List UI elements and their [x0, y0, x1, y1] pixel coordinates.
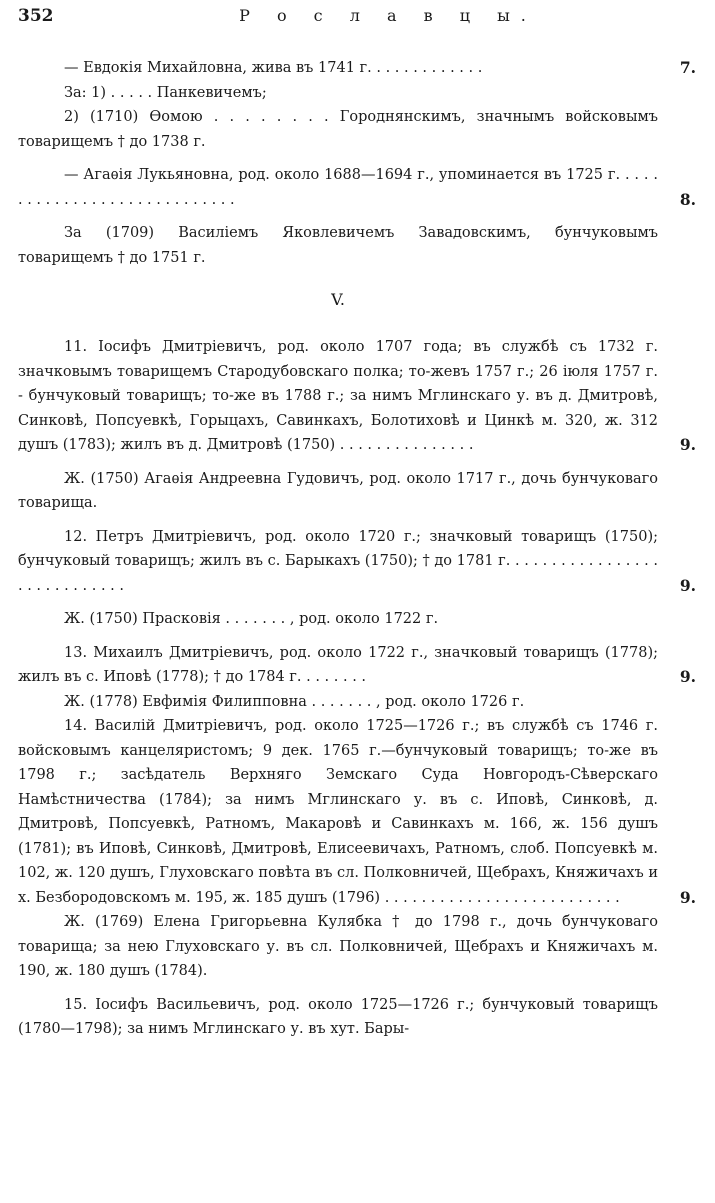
- entry-text: За (1709) Василіемъ Яковлевичемъ Завадовскимъ, бунчуковымъ товарищемъ † до 1751 г.: [18, 225, 658, 266]
- generation-number: 7.: [679, 58, 696, 77]
- entry-text: 13. Михаилъ Дмитріевичъ, род. около 1722 г., значковый товарищъ (1778); жилъ въ с. Иповѣ (1778); † до 1784 г. . . . . . . .: [18, 644, 658, 685]
- entry-text: — Агаѳія Лукьяновна, род. около 1688—1694 г., упоминается въ 1725 г. . . . . . . . . . . . . . . . . . . . . . . . . . . . .: [18, 167, 658, 208]
- running-title: Р о с л а в ц ы.: [239, 6, 537, 25]
- entry-13: [18, 641, 696, 690]
- generation-number: 8.: [679, 189, 696, 209]
- section-heading: V.: [331, 290, 345, 309]
- entry-spouse-1: [18, 81, 658, 106]
- entry-text: Ж. (1750) Агаѳія Андреевна Гудовичъ, род. около 1717 г., дочь бунчуковаго товарища.: [18, 470, 658, 511]
- entry-text: 2) (1710) Ѳомою . . . . . . . . Городнянскимъ, значнымъ войсковымъ товарищемъ † до 1738 г.: [18, 109, 658, 150]
- page-body: [18, 56, 696, 1042]
- page-number: 352: [18, 6, 54, 26]
- entry-11-wife: [18, 467, 658, 516]
- entry-14: [18, 714, 696, 910]
- entry-12: [18, 525, 696, 599]
- entry-11: [18, 335, 696, 458]
- entry-text: — Евдокія Михайловна, жива въ 1741 г. . . . . . . . . . . . .: [64, 60, 483, 76]
- entry-text: Ж. (1769) Елена Григорьевна Кулябка † до 1798 г., дочь бунчуковаго товарища; за нею Глуховскаго у. въ сл. Полковничей, Щебрахъ и Княжичахъ м. 190, ж. 180 душъ (1784).: [18, 914, 658, 979]
- entry-text: Ж. (1778) Евфимія Филипповна . . . . . . . , род. около 1726 г.: [64, 693, 525, 710]
- entry-text: 12. Петръ Дмитріевичъ, род. около 1720 г.; значковый товарищъ (1750); бунчуковый товарищъ; жилъ въ с. Барыкахъ (1750); † до 1781 г. . . . . . . . . . . . . . . . . . . . . . . . . . . . .: [18, 528, 658, 594]
- entry-15: [18, 993, 658, 1042]
- entry-13-wife: [18, 690, 658, 715]
- entry-text: 11. Іосифъ Дмитріевичъ, род. около 1707 года; въ службѣ съ 1732 г. значковымъ товарищемъ Стародубовскаго полка; то-жевъ 1757 г.; 26 іюля 1757 г. - бунчуковый товарищъ; то-же въ 1788 г.; за нимъ Мглинскаго у. въ д. Дмитровѣ, Синковѣ, Попсуевкѣ, Горыцахъ, Савинкахъ, Болотиховѣ и Цинкѣ м. 320, ж. 312 душъ (1783); жилъ въ д. Дмитровѣ (1750) . . . . . . . . . . . . . . .: [18, 339, 658, 453]
- page-header: [18, 6, 698, 30]
- entry-evdokia: [18, 56, 696, 81]
- entry-text: 14. Василій Дмитріевичъ, род. около 1725—1726 г.; въ службѣ съ 1746 г. войсковымъ канцеляристомъ; 9 дек. 1765 г.—бунчуковый товарищъ; то-же въ 1798 г.; засѣдатель Верхняго Земскаго Суда Новгородъ-Сѣверскаго Намѣстничества (1784); за нимъ Мглинскаго у. въ с. Иповѣ, Синковѣ, д. Дмитровѣ, Попсуевкѣ, Ратномъ, Макаровѣ и Савинкахъ м. 166, ж. 156 душъ (1781); въ Иповѣ, Синковѣ, Дмитровѣ, Елисеевичахъ, Ратномъ, слоб. Попсуевкѣ м. 102, ж. 120 душъ, Глуховскаго повѣта въ сл. Полковничей, Щебрахъ, Княжичахъ и х. Безбородовскомъ м. 195, ж. 185 душъ (1796) . . . . . . . . . . . . . . . . . . . . . . . . . .: [18, 718, 658, 906]
- generation-number: 9.: [679, 435, 696, 454]
- entry-14-wife: [18, 910, 658, 984]
- entry-text: Ж. (1750) Прасковія . . . . . . . , род. около 1722 г.: [64, 611, 439, 627]
- generation-number: 9.: [679, 575, 696, 595]
- generation-number: 9.: [679, 887, 696, 907]
- generation-number: 9.: [679, 667, 696, 686]
- entry-text: 15. Іосифъ Васильевичъ, род. около 1725—1726 г.; бунчуковый товарищъ (1780—1798); за нимъ Мглинскаго у. въ хут. Бары-: [18, 996, 658, 1037]
- entry-spouse-zavadovsky: [18, 221, 658, 270]
- entry-agafia: [18, 163, 696, 212]
- entry-text: За: 1) . . . . . Панкевичемъ;: [64, 84, 267, 101]
- entry-spouse-2: [18, 105, 658, 154]
- entry-12-wife: [18, 607, 658, 632]
